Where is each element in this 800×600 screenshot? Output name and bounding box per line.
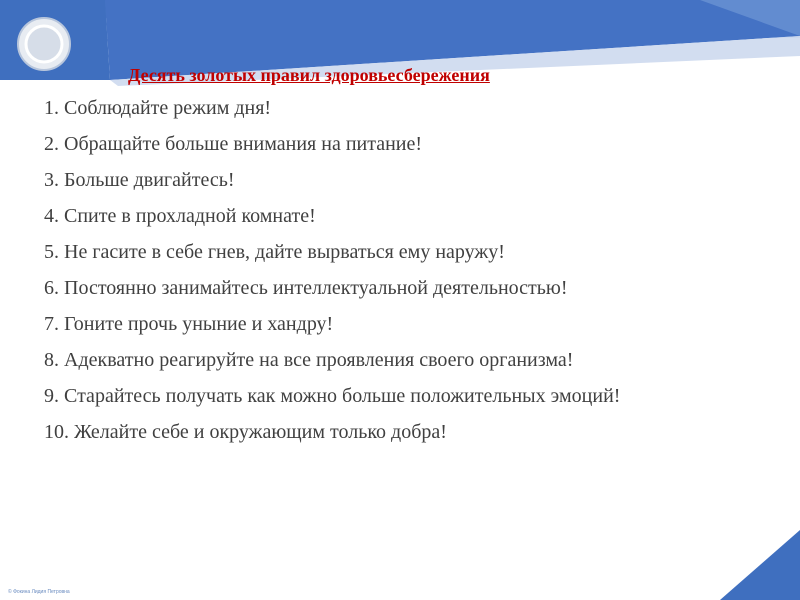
rule-item-2: 2. Обращайте больше внимания на питание!	[44, 133, 423, 155]
circle-emblem-inner	[26, 26, 62, 62]
rule-item-5: 5. Не гасите в себе гнев, дайте вырваться ему наружу!	[44, 241, 505, 263]
rule-item-9: 9. Старайтесь получать как можно больше положительных эмоций!	[44, 385, 621, 407]
footer-credit: © Фокина Лидия Петровна	[8, 589, 70, 595]
rule-item-7: 7. Гоните прочь уныние и хандру!	[44, 313, 334, 335]
rule-item-10: 10. Желайте себе и окружающим только добра!	[44, 421, 447, 443]
rule-item-3: 3. Больше двигайтесь!	[44, 169, 235, 191]
rules-list	[44, 94, 774, 446]
slide-title: Десять золотых правил здоровьесбережения	[128, 65, 490, 85]
content-area	[44, 62, 774, 454]
rule-item-6: 6. Постоянно занимайтесь интеллектуальной деятельностью!	[44, 277, 568, 299]
bottom-right-wedge	[720, 530, 800, 600]
rule-item-4: 4. Спите в прохладной комнате!	[44, 205, 316, 227]
rule-item-1: 1. Соблюдайте режим дня!	[44, 97, 272, 119]
rule-item-8: 8. Адекватно реагируйте на все проявления своего организма!	[44, 349, 574, 371]
